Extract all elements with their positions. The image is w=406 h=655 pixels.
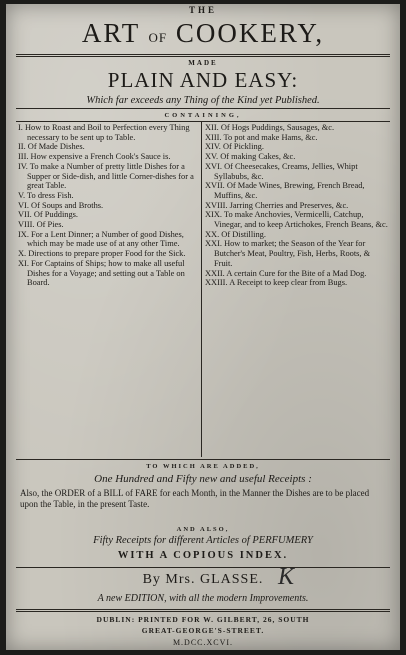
- containing-rule: [16, 108, 390, 109]
- imprint-rule-top: [16, 609, 390, 610]
- title-rule-top: [16, 54, 390, 55]
- contents-item: XVII. Of Made Wines, Brewing, French Bread, Muffins, &c.: [205, 181, 365, 200]
- contents-item: XVI. Of Cheesecakes, Creams, Jellies, Whipt Syllabubs, &c.: [205, 161, 358, 181]
- the-heading: THE: [188, 5, 217, 15]
- contents-item: X. Directions to prepare proper Food for the Sick.: [18, 249, 186, 259]
- title-page: [6, 4, 400, 650]
- contents-item: XXII. A certain Cure for the Bite of a Mad Dog.: [205, 268, 367, 278]
- containing-label: CONTAINING,: [164, 112, 242, 119]
- contents-item: XI. For Captains of Ships; how to make all useful Dishes for a Voyage; and setting out a Table on Board.: [18, 258, 185, 288]
- contents-item: XIV. Of Pickling.: [205, 142, 264, 152]
- contents-item: XX. Of Distilling.: [205, 229, 266, 239]
- contents-left-column: [18, 123, 203, 288]
- title-cookery: COOKERY,: [175, 18, 325, 48]
- imprint-dublin: DUBLIN: PRINTED FOR W. GILBERT, 26, SOUTH: [96, 615, 310, 624]
- title-of: OF: [148, 30, 168, 45]
- contents-item: IX. For a Lent Dinner; a Number of good Dishes, which may be made use of at any other Time.: [18, 229, 184, 249]
- contents-item: XII. Of Hogs Puddings, Sausages, &c.: [205, 123, 335, 132]
- contents-item: XIX. To make Anchovies, Vermicelli, Catchup, Vinegar, and to keep Artichokes, French Beans, &c.: [205, 210, 388, 230]
- title-art: ART: [81, 18, 140, 48]
- handwritten-mark: K: [278, 564, 295, 590]
- contents-item: I. How to Roast and Boil to Perfection every Thing necessary to be sent up to Table.: [18, 123, 190, 142]
- contents-item: VI. Of Soups and Broths.: [18, 200, 104, 210]
- contents-right-column: [205, 123, 390, 288]
- made-label: MADE: [188, 59, 218, 67]
- contents-item: VII. Of Puddings.: [18, 210, 79, 220]
- contents-item: XIII. To pot and make Hams, &c.: [205, 132, 318, 142]
- title-rule-bottom: [16, 56, 390, 57]
- contents-item: XV. Of making Cakes, &c.: [205, 152, 296, 162]
- main-title: [6, 18, 400, 49]
- contents-rule-top: [16, 121, 390, 122]
- perfumery-receipts: Fifty Receipts for different Articles of PERFUMERY: [93, 535, 313, 546]
- contents-rule-bottom: [16, 459, 390, 460]
- contents-item: XVIII. Jarring Cherries and Preserves, &c.: [205, 200, 349, 210]
- tagline: Which far exceeds any Thing of the Kind yet Published.: [86, 95, 320, 106]
- one-hundred-receipts: One Hundred and Fifty new and useful Receipts :: [94, 473, 312, 485]
- subtitle-plain-and-easy: PLAIN AND EASY:: [107, 68, 299, 92]
- author-line: By Mrs. GLASSE.: [142, 572, 264, 587]
- contents-item: IV. To make a Number of pretty little Dishes for a Supper or Side-dish, and little Corner-dishes for a great Table.: [18, 161, 194, 191]
- imprint-rule-bottom: [16, 611, 390, 612]
- contents-item: V. To dress Fish.: [18, 190, 74, 200]
- contents-item: II. Of Made Dishes.: [18, 142, 85, 152]
- contents-item: XXI. How to market; the Season of the Year for Butcher's Meat, Poultry, Fish, Herbs, Roots, & Fruit.: [205, 239, 371, 268]
- contents-item: VIII. Of Pies.: [18, 220, 64, 230]
- imprint-street: GREAT-GEORGE'S-STREET.: [141, 626, 265, 635]
- bill-of-fare-paragraph: Also, the ORDER of a BILL of FARE for each Month, in the Manner the Dishes are to be placed upon the Table, in the present Taste.: [20, 488, 370, 509]
- and-also-label: AND ALSO,: [176, 526, 230, 533]
- edition-line: A new EDITION, with all the modern Improvements.: [97, 593, 309, 604]
- imprint-year: M.DCC.XCVI.: [172, 638, 234, 647]
- contents-item: III. How expensive a French Cook's Sauce is.: [18, 152, 171, 162]
- author-rule: [16, 567, 390, 568]
- contents-item: XXIII. A Receipt to keep clear from Bugs.: [205, 278, 348, 288]
- to-which-are-added: TO WHICH ARE ADDED,: [146, 463, 260, 470]
- copious-index: WITH A COPIOUS INDEX.: [117, 550, 289, 561]
